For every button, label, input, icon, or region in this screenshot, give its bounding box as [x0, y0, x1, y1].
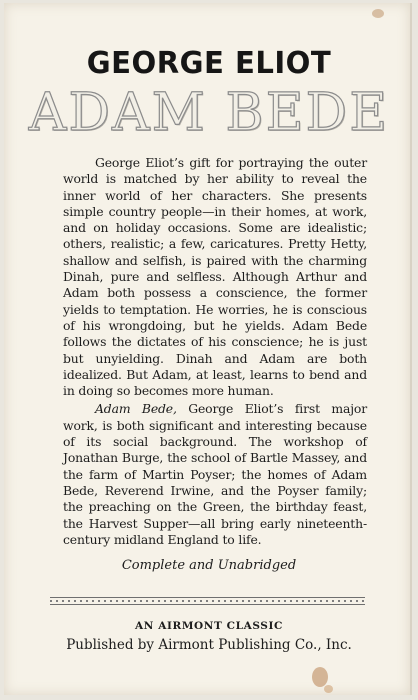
stain-bottom-right-small — [324, 685, 333, 693]
title-italic: Adam Bede, — [95, 401, 177, 417]
blurb-paragraph-2-text: George Eliot’s first major work, is both significant and interesting because of its social background. The workshop of Jonathan Burge, the school of Bartle Massey, and the farm of Martin Poyser; the homes of Adam Bede, Reverend Irwine, and the Poyser family; the preaching on the Green, the birthday feast, the Harvest Supper—all bring early nineteenth-century midland England to life. — [63, 401, 367, 547]
publisher-line: Published by Airmont Publishing Co., Inc. — [66, 637, 352, 653]
stain-bottom-right — [312, 667, 328, 687]
blurb — [63, 155, 367, 548]
author-name: GEORGE ELIOT — [86, 46, 332, 81]
tagline: Complete and Unabridged — [121, 558, 297, 573]
book-title: ADAM BEDE — [28, 83, 390, 143]
series-name: AN AIRMONT CLASSIC — [135, 620, 283, 632]
blurb-paragraph-2 — [63, 401, 367, 548]
stain-top-right — [372, 9, 384, 18]
decorative-border — [50, 597, 365, 605]
blurb-paragraph-1: George Eliot’s gift for portraying the outer world is matched by her ability to reveal the inner world of her characters. She presents simple country people—in their homes, at work, and on holiday occasions. Some are idealistic; others, realistic; a few, caricatures. Pretty Hetty, shallow and selfish, is paired with the charming Dinah, pure and selfless. Although Arthur and Adam both possess a conscience, the former yields to temptation. He worries, he is conscious of his wrongdoing, but he yields. Adam Bede follows the dictates of his conscience; he is just but unyielding. Dinah and Adam are both idealized. But Adam, at least, learns to bend and in doing so becomes more human. — [63, 155, 367, 399]
